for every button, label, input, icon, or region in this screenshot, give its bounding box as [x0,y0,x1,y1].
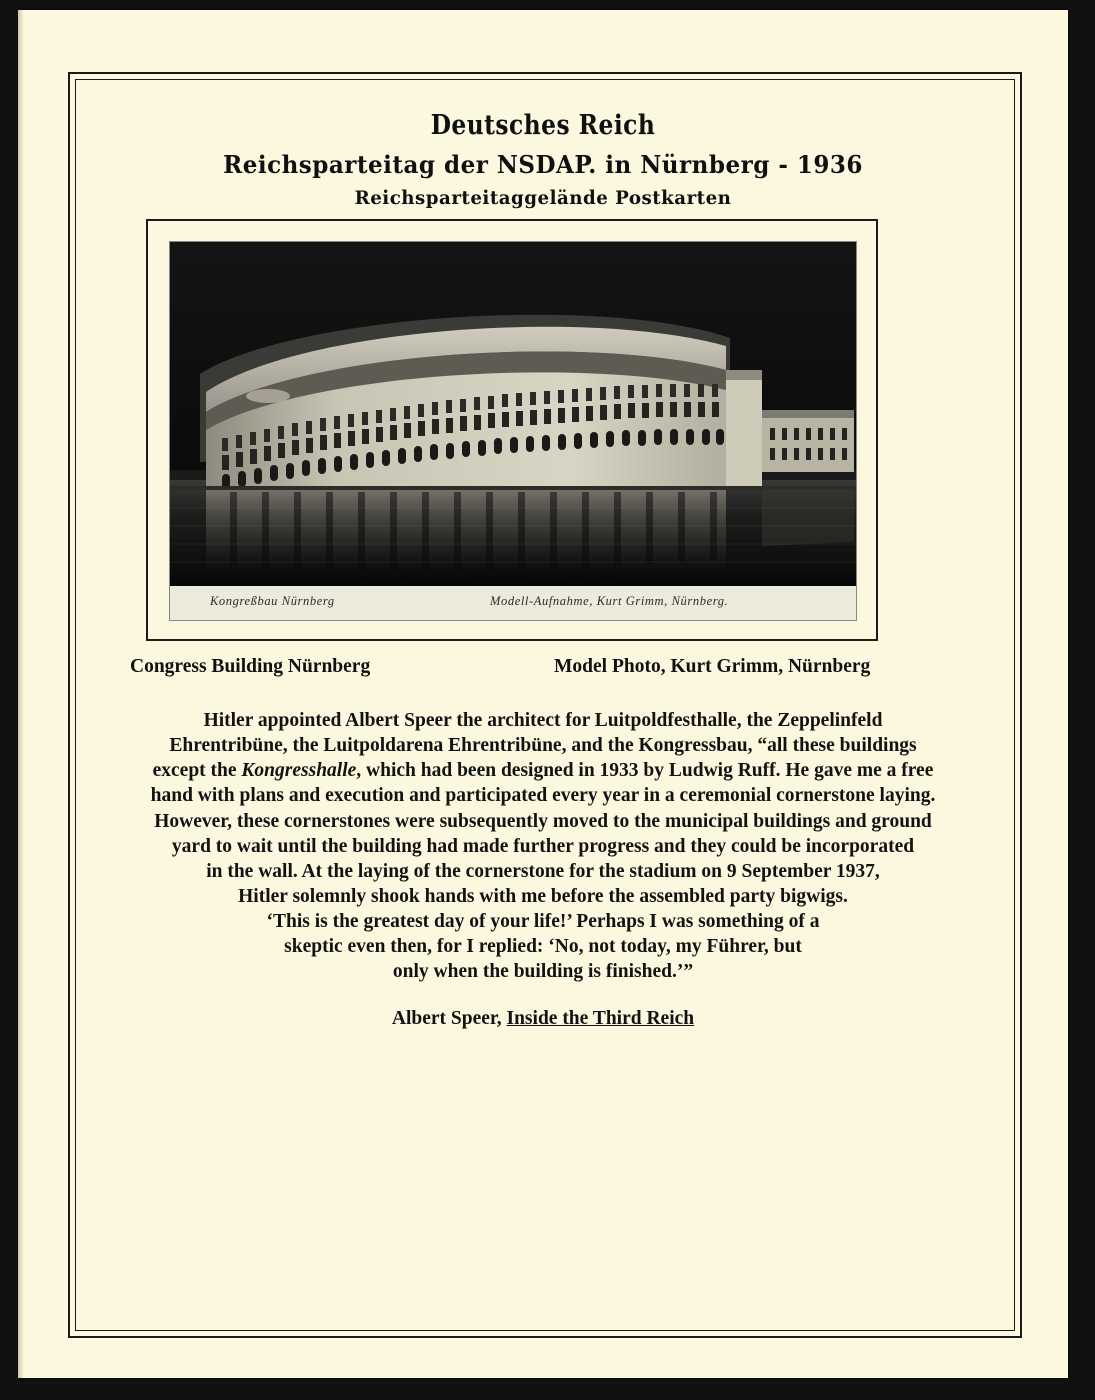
attribution-author: Albert Speer, [391,1008,507,1029]
quote-line-3-italic: Kongresshalle [241,760,357,782]
postcard-frame [146,219,878,641]
quote-line-3 [98,758,988,783]
translation-left: Congress Building Nürnberg [130,656,371,677]
page-content [74,78,1012,1328]
congress-building-model-illustration [170,242,856,586]
quote-line-11: only when the building is finished.’” [392,961,694,983]
quote-line-6: yard to wait until the building had made further progress and they could be incorporated [171,835,915,857]
quote-line-4: hand with plans and execution and participated every year in a ceremonial cornerstone laying. [150,785,936,807]
quote-line-1: Hitler appointed Albert Speer the architect for Luitpoldfesthalle, the Zeppelinfeld [203,710,883,731]
page-edge-shadow [18,10,24,1378]
attribution-book-title: Inside the Third Reich [506,1008,695,1029]
quote-line-7: in the wall. At the laying of the cornerstone for the stadium on 9 September 1937, [206,860,880,882]
album-page [18,10,1068,1378]
quote-line-3a: except the [152,760,242,782]
postcard-photograph [170,242,856,586]
quote-line-2: Ehrentribüne, the Luitpoldarena Ehrentribüne, and the Kongressbau, “all these buildings [169,735,917,757]
quote-block [98,708,988,985]
heading-line-3: Reichsparteitaggelände Postkarten [354,187,732,209]
quote-line-9: ‘This is the greatest day of your life!’ Perhaps I was something of a [266,911,820,933]
postcard [169,241,857,621]
heading-line-1: Deutsches Reich [430,110,656,141]
quote-line-5: However, these cornerstones were subsequently moved to the municipal buildings and ground [154,810,932,832]
postcard-caption-row [170,586,856,620]
quote-line-3b: , which had been designed in 1933 by Ludwig Ruff. He gave me a free [356,760,934,782]
quote-line-8: Hitler solemnly shook hands with me before the assembled party bigwigs. [238,885,848,907]
postcard-caption-right: Modell-Aufnahme, Kurt Grimm, Nürnberg. [490,594,729,608]
quote-attribution [98,1008,988,1030]
translation-right: Model Photo, Kurt Grimm, Nürnberg [554,656,871,677]
postcard-caption-left: Kongreßbau Nürnberg [210,594,335,608]
heading-line-2: Reichsparteitag der NSDAP. in Nürnberg - 1936 [223,150,863,179]
quote-line-10: skeptic even then, for I replied: ‘No, not today, my Führer, but [284,936,802,958]
